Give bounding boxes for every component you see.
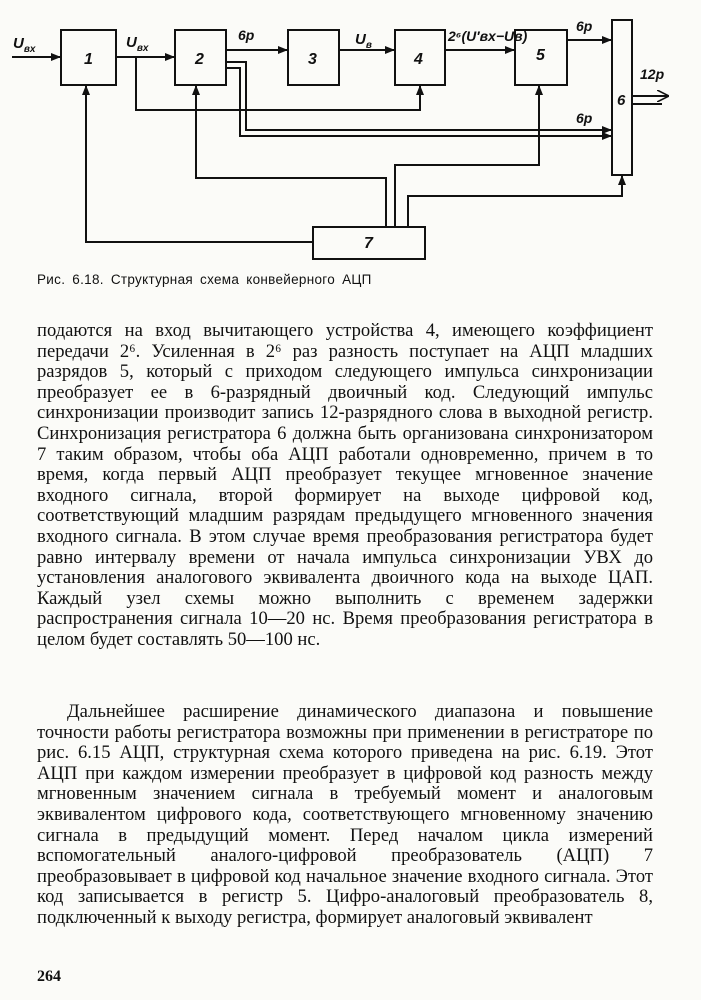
page-number: 264 <box>37 968 61 985</box>
label-12p: 12р <box>640 66 665 82</box>
block-1-label: 1 <box>84 51 93 68</box>
label-u-in-2: $U_{вх}$ <box>126 34 149 54</box>
label-6p-c: 6р <box>576 110 593 126</box>
wire-uvx-to-4 <box>136 57 420 110</box>
pipeline-adc-block-diagram <box>0 0 701 265</box>
sync-line-4 <box>408 176 622 226</box>
block-2-label: 2 <box>195 51 204 68</box>
block-4-label: 4 <box>414 51 423 68</box>
block-6-label: 6 <box>617 92 626 109</box>
paragraph-2-text: Дальнейшее расширение динамического диапазона и повышение точности работы регистратора возможны при применении в регистраторе по рис. 6.15 АЦП, структурная схема которого приведена на рис. 6.19. Этот АЦП при каждом измерении преобразует в цифровой код разность между мгновенным значением сигнала в требуемый момент и аналоговым эквивалентом цифрового кода, соответствующего мгновенному значению сигнала в предыдущий момент. Перед началом цикла измерений вспомогательный аналого-цифровой преобразователь (АЦП) 7 преобразовывает в цифровой код начальное значение входного сигнала. Этот код записывается в регистр 5. Цифро-аналоговый преобразователь 8, подключенный к выходу регистра, формирует аналоговый эквивалент <box>37 701 653 928</box>
figure-caption: Рис. 6.18. Структурная схема конвейерного АЦП <box>37 272 372 287</box>
wire-2-6-bus-a <box>226 62 611 130</box>
label-6p-a: 6р <box>238 27 255 43</box>
label-u-in: $U_{вх}$ <box>13 35 36 55</box>
label-formula: 2⁶(U′вх−Uв) <box>448 28 528 44</box>
label-u-v: $U_в$ <box>355 31 372 51</box>
sync-line-2 <box>196 86 386 226</box>
paragraph-1-text: подаются на вход вычитающего устройства 4, имеющего коэффициент передачи 2⁶. Усиленная в 2⁶ раз разность поступает на АЦП младших разрядов 5, который с приходом следующего импульса синхронизации преобразует ее в 6-разрядный двоичный код. Следующий импульс синхронизации производит запись 12-разрядного слова в выходной регистр. Синхронизация регистратора 6 должна быть организована синхронизатором 7 таким образом, чтобы оба АЦП работали одновременно, причем в то время, когда первый АЦП преобразует текущее мгновенное значение входного сигнала, второй формирует на выходе цифровой код, соответствующий младшим разрядам предыдущего мгновенного значения входного сигнала. В этом случае время преобразования регистратора будет равно интервалу времени от начала импульса синхронизации УВХ до установления аналогового эквивалента двоичного кода на выходе ЦАП. Каждый узел схемы можно выполнить с временем задержки распространения сигнала 10—20 нс. Время преобразования регистратора в целом будет составлять 50—100 нс. <box>37 320 653 650</box>
paragraph-1 <box>37 321 653 651</box>
paragraph-2 <box>37 702 653 929</box>
wire-2-6-bus-b <box>226 68 611 136</box>
block-3-label: 3 <box>308 51 317 68</box>
sync-line-3 <box>395 86 539 226</box>
block-7-label: 7 <box>364 235 373 252</box>
block-5-label: 5 <box>536 47 545 64</box>
label-6p-b: 6р <box>576 18 593 34</box>
